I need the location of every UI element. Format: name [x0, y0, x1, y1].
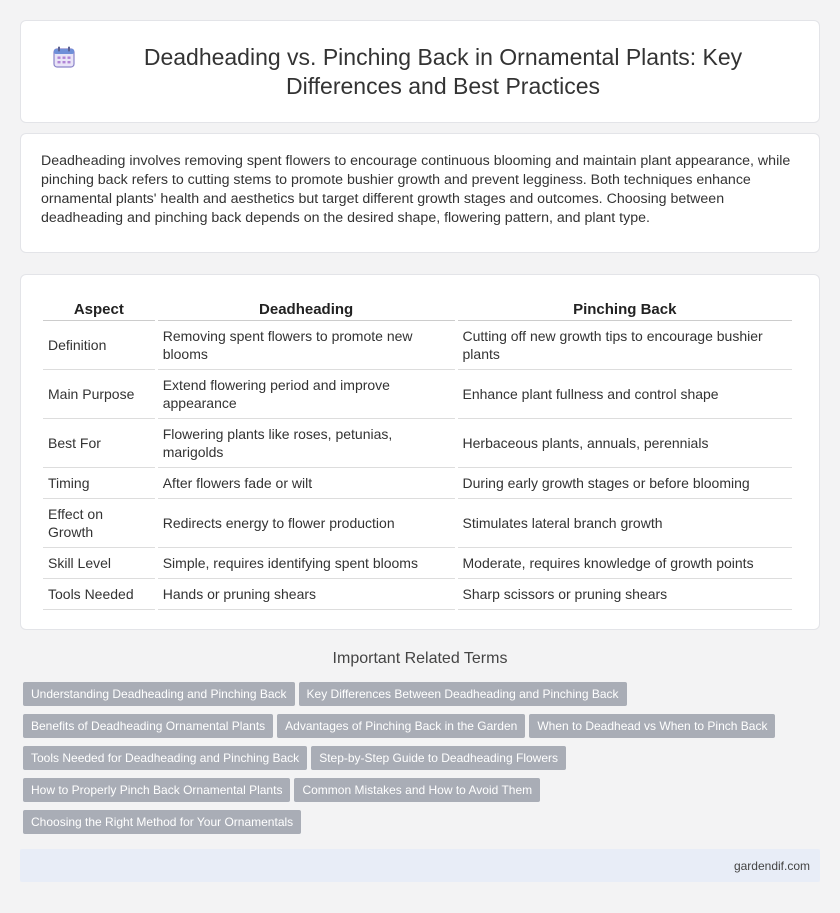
- table-row: [43, 579, 792, 610]
- page-title: Deadheading vs. Pinching Back in Ornamental Plants: Key Differences and Best Practices: [143, 43, 743, 99]
- related-tag[interactable]: Understanding Deadheading and Pinching Back: [23, 682, 295, 706]
- cell-aspect: Main Purpose: [43, 370, 155, 419]
- table-row: [43, 419, 792, 468]
- related-tag[interactable]: How to Properly Pinch Back Ornamental Plants: [23, 778, 290, 802]
- table-row: [43, 321, 792, 370]
- cell-aspect: Timing: [43, 468, 155, 499]
- calendar-icon: [51, 44, 77, 70]
- title-wrap: [51, 43, 789, 101]
- header-deadheading: Deadheading: [158, 297, 455, 321]
- related-terms-tags: [23, 682, 813, 842]
- related-tag[interactable]: Step-by-Step Guide to Deadheading Flowers: [311, 746, 566, 770]
- cell-deadheading: Redirects energy to flower production: [158, 499, 455, 548]
- table-row: [43, 370, 792, 419]
- footer-site-link[interactable]: gardendif.com: [733, 859, 810, 873]
- cell-aspect: Effect on Growth: [43, 499, 155, 548]
- comparison-table: [40, 297, 795, 610]
- cell-pinching-back: Moderate, requires knowledge of growth points: [458, 548, 792, 579]
- related-tag[interactable]: Tools Needed for Deadheading and Pinching Back: [23, 746, 307, 770]
- comparison-table-card: [20, 274, 820, 630]
- cell-pinching-back: Enhance plant fullness and control shape: [458, 370, 792, 419]
- intro-card: [20, 133, 820, 253]
- cell-deadheading: Extend flowering period and improve appearance: [158, 370, 455, 419]
- related-tag[interactable]: Advantages of Pinching Back in the Garden: [277, 714, 525, 738]
- cell-deadheading: After flowers fade or wilt: [158, 468, 455, 499]
- related-tag[interactable]: Benefits of Deadheading Ornamental Plants: [23, 714, 273, 738]
- table-row: [43, 499, 792, 548]
- cell-deadheading: Hands or pruning shears: [158, 579, 455, 610]
- cell-aspect: Best For: [43, 419, 155, 468]
- cell-pinching-back: During early growth stages or before blooming: [458, 468, 792, 499]
- header-pinching-back: Pinching Back: [458, 297, 792, 321]
- cell-deadheading: Simple, requires identifying spent blooms: [158, 548, 455, 579]
- related-tag[interactable]: When to Deadhead vs When to Pinch Back: [529, 714, 775, 738]
- cell-pinching-back: Stimulates lateral branch growth: [458, 499, 792, 548]
- footer: [20, 849, 820, 882]
- cell-aspect: Definition: [43, 321, 155, 370]
- related-tag[interactable]: Common Mistakes and How to Avoid Them: [294, 778, 540, 802]
- cell-deadheading: Flowering plants like roses, petunias, marigolds: [158, 419, 455, 468]
- related-tag[interactable]: Choosing the Right Method for Your Ornamentals: [23, 810, 301, 834]
- cell-deadheading: Removing spent flowers to promote new blooms: [158, 321, 455, 370]
- cell-aspect: Skill Level: [43, 548, 155, 579]
- related-terms-title: Important Related Terms: [332, 650, 508, 667]
- table-row: [43, 548, 792, 579]
- intro-paragraph: Deadheading involves removing spent flowers to encourage continuous blooming and maintain plant appearance, while pinching back refers to cutting stems to promote bushier growth and prevent legginess. Both techniques enhance ornamental plants' health and aesthetics but target different growth stages and outcomes. Choosing between deadheading and pinching back depends on the desired shape, flowering pattern, and plant type.: [41, 153, 791, 226]
- table-row: [43, 468, 792, 499]
- cell-pinching-back: Herbaceous plants, annuals, perennials: [458, 419, 792, 468]
- header-aspect: Aspect: [43, 297, 155, 321]
- cell-aspect: Tools Needed: [43, 579, 155, 610]
- cell-pinching-back: Sharp scissors or pruning shears: [458, 579, 792, 610]
- related-tag[interactable]: Key Differences Between Deadheading and Pinching Back: [299, 682, 627, 706]
- cell-pinching-back: Cutting off new growth tips to encourage bushier plants: [458, 321, 792, 370]
- title-card: [20, 20, 820, 123]
- table-header-row: [43, 297, 792, 321]
